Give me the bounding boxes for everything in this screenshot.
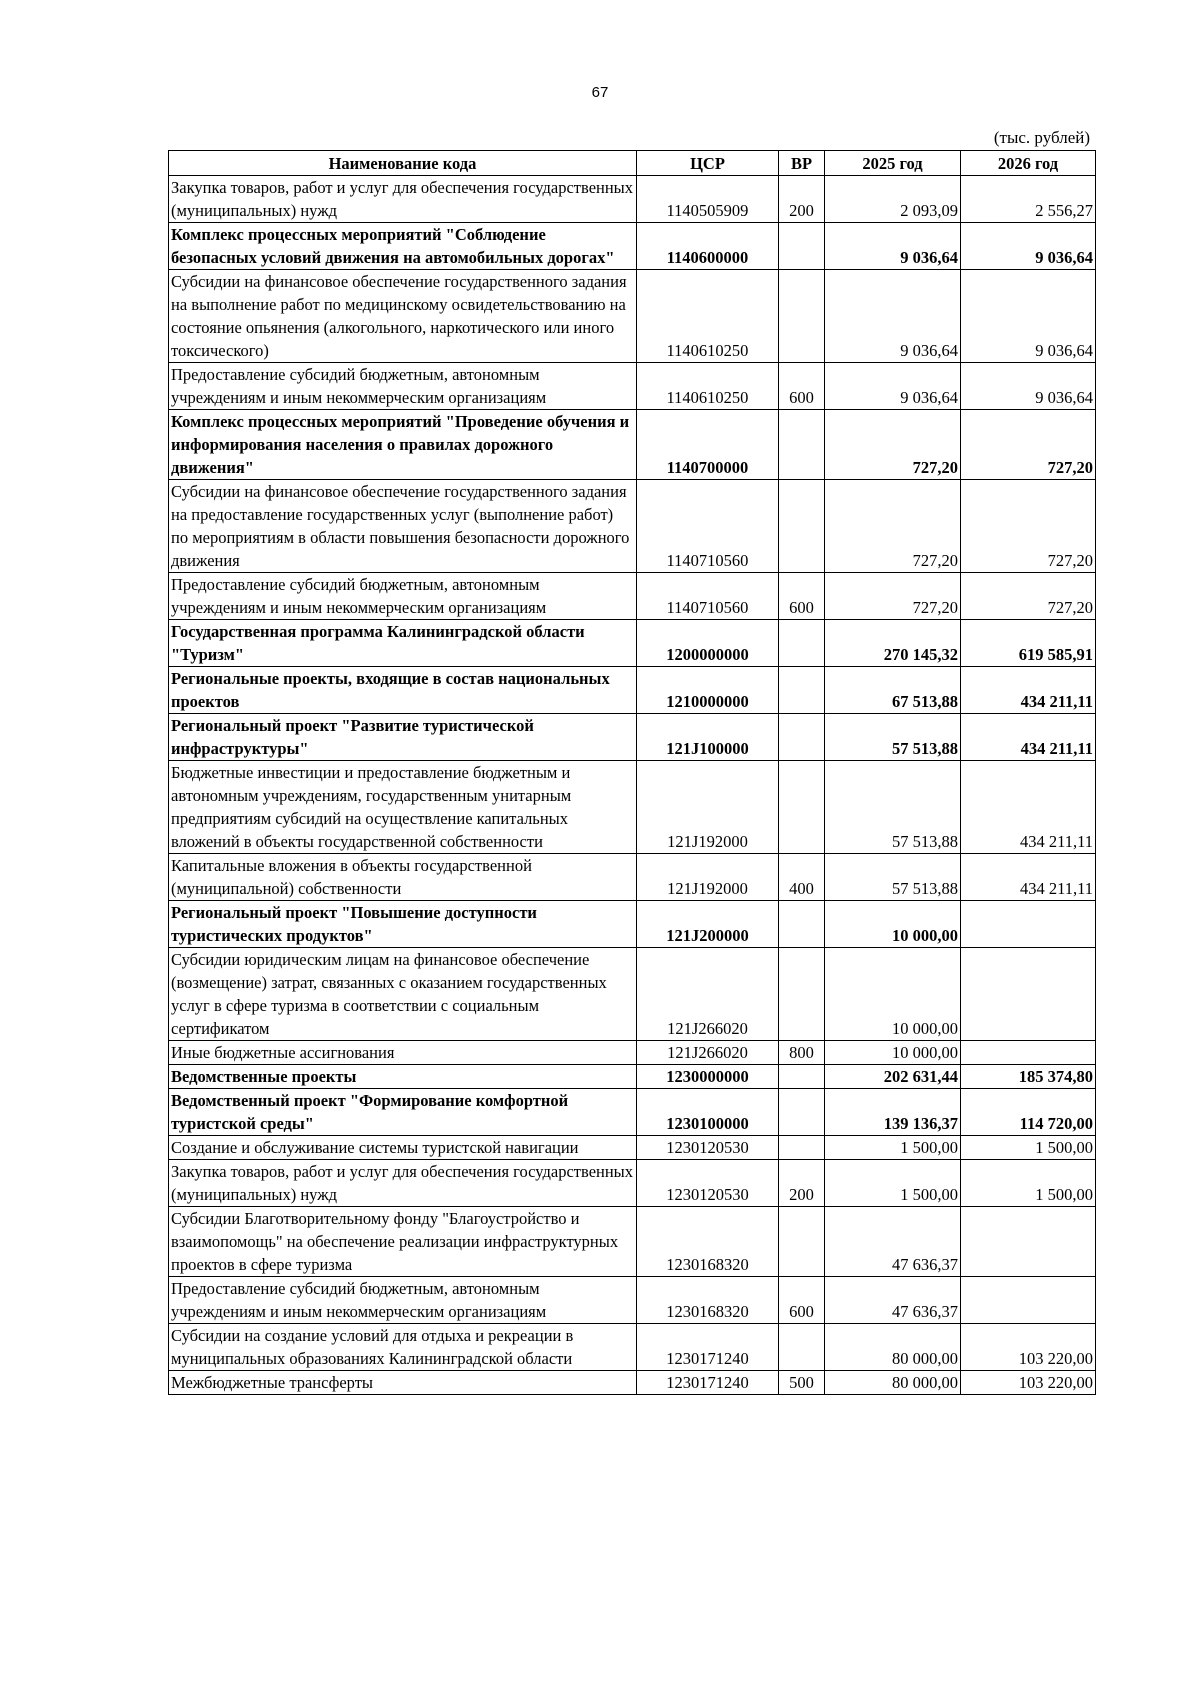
row-csr: 1230100000 [637, 1089, 779, 1136]
row-csr: 1230120530 [637, 1136, 779, 1160]
row-csr: 1230171240 [637, 1371, 779, 1395]
table-row [169, 573, 1096, 620]
row-2026: 9 036,64 [961, 270, 1096, 363]
row-name: Бюджетные инвестиции и предоставление бюджетным и автономным учреждениям, государственным унитарным предприятиям субсидий на осуществление капитальных вложений в объекты государственной собственности [169, 761, 637, 854]
row-2025: 57 513,88 [825, 761, 961, 854]
row-csr: 1230120530 [637, 1160, 779, 1207]
row-2026: 434 211,11 [961, 761, 1096, 854]
row-2026: 9 036,64 [961, 223, 1096, 270]
table-row [169, 1324, 1096, 1371]
row-2026 [961, 948, 1096, 1041]
row-csr: 1230000000 [637, 1065, 779, 1089]
row-vr [779, 948, 825, 1041]
row-csr: 121J266020 [637, 1041, 779, 1065]
row-2025: 727,20 [825, 410, 961, 480]
row-name: Межбюджетные трансферты [169, 1371, 637, 1395]
row-2026: 103 220,00 [961, 1371, 1096, 1395]
table-row [169, 480, 1096, 573]
row-2025: 727,20 [825, 573, 961, 620]
row-2025: 270 145,32 [825, 620, 961, 667]
row-name: Создание и обслуживание системы туристской навигации [169, 1136, 637, 1160]
unit-note: (тыс. рублей) [993, 128, 1090, 147]
row-2026 [961, 1207, 1096, 1277]
row-name: Ведомственный проект "Формирование комфортной туристской среды" [169, 1089, 637, 1136]
row-name: Закупка товаров, работ и услуг для обеспечения государственных (муниципальных) нужд [169, 176, 637, 223]
row-2025: 9 036,64 [825, 363, 961, 410]
row-csr: 1230171240 [637, 1324, 779, 1371]
row-csr: 1210000000 [637, 667, 779, 714]
table-header-row [169, 151, 1096, 176]
row-vr: 600 [779, 1277, 825, 1324]
row-vr [779, 620, 825, 667]
row-2025: 727,20 [825, 480, 961, 573]
row-2026: 103 220,00 [961, 1324, 1096, 1371]
row-name: Комплекс процессных мероприятий "Соблюдение безопасных условий движения на автомобильных дорогах" [169, 223, 637, 270]
table-row [169, 1371, 1096, 1395]
table-body [169, 176, 1096, 1395]
row-name: Субсидии Благотворительному фонду "Благоустройство и взаимопомощь" на обеспечение реализации инфраструктурных проектов в сфере туризма [169, 1207, 637, 1277]
row-2026: 434 211,11 [961, 714, 1096, 761]
row-2025: 80 000,00 [825, 1324, 961, 1371]
row-2026 [961, 1277, 1096, 1324]
row-2026: 114 720,00 [961, 1089, 1096, 1136]
row-csr: 1200000000 [637, 620, 779, 667]
table-row [169, 176, 1096, 223]
row-csr: 121J266020 [637, 948, 779, 1041]
row-2026: 727,20 [961, 573, 1096, 620]
table-row [169, 363, 1096, 410]
row-2026 [961, 901, 1096, 948]
budget-table [168, 150, 1096, 1395]
row-vr [779, 410, 825, 480]
row-csr: 121J192000 [637, 761, 779, 854]
row-2026: 1 500,00 [961, 1136, 1096, 1160]
row-name: Региональные проекты, входящие в состав национальных проектов [169, 667, 637, 714]
row-vr [779, 901, 825, 948]
row-2025: 57 513,88 [825, 714, 961, 761]
row-2025: 47 636,37 [825, 1277, 961, 1324]
page-number: 67 [591, 84, 609, 101]
header-csr: ЦСР [637, 151, 779, 176]
row-vr [779, 714, 825, 761]
row-name: Региональный проект "Повышение доступности туристических продуктов" [169, 901, 637, 948]
row-2026: 619 585,91 [961, 620, 1096, 667]
table-row [169, 1136, 1096, 1160]
row-2025: 9 036,64 [825, 270, 961, 363]
table-row [169, 1041, 1096, 1065]
table-row [169, 901, 1096, 948]
table-row [169, 410, 1096, 480]
row-vr [779, 223, 825, 270]
row-vr: 200 [779, 176, 825, 223]
row-vr [779, 667, 825, 714]
row-vr: 200 [779, 1160, 825, 1207]
row-2026: 2 556,27 [961, 176, 1096, 223]
row-name: Субсидии на финансовое обеспечение государственного задания на выполнение работ по медицинскому освидетельствованию на состояние опьянения (алкогольного, наркотического или иного токсического) [169, 270, 637, 363]
table-row [169, 761, 1096, 854]
row-2025: 47 636,37 [825, 1207, 961, 1277]
row-csr: 121J192000 [637, 854, 779, 901]
row-vr [779, 480, 825, 573]
row-name: Ведомственные проекты [169, 1065, 637, 1089]
row-name: Региональный проект "Развитие туристической инфраструктуры" [169, 714, 637, 761]
header-2025: 2025 год [825, 151, 961, 176]
table-row [169, 1089, 1096, 1136]
header-2026: 2026 год [961, 151, 1096, 176]
row-vr: 600 [779, 573, 825, 620]
row-2026: 9 036,64 [961, 363, 1096, 410]
row-2026 [961, 1041, 1096, 1065]
row-name: Предоставление субсидий бюджетным, автономным учреждениям и иным некоммерческим организациям [169, 363, 637, 410]
row-vr [779, 1324, 825, 1371]
row-2026: 727,20 [961, 410, 1096, 480]
header-name: Наименование кода [169, 151, 637, 176]
row-2025: 10 000,00 [825, 901, 961, 948]
row-name: Предоставление субсидий бюджетным, автономным учреждениям и иным некоммерческим организациям [169, 573, 637, 620]
table-row [169, 1277, 1096, 1324]
table-row [169, 270, 1096, 363]
row-2025: 202 631,44 [825, 1065, 961, 1089]
table-row [169, 714, 1096, 761]
row-csr: 1230168320 [637, 1277, 779, 1324]
row-vr: 400 [779, 854, 825, 901]
row-2025: 67 513,88 [825, 667, 961, 714]
row-csr: 1140710560 [637, 573, 779, 620]
row-name: Капитальные вложения в объекты государственной (муниципальной) собственности [169, 854, 637, 901]
row-csr: 1230168320 [637, 1207, 779, 1277]
row-vr [779, 1065, 825, 1089]
table-row [169, 223, 1096, 270]
row-csr: 1140600000 [637, 223, 779, 270]
table-row [169, 854, 1096, 901]
row-vr: 500 [779, 1371, 825, 1395]
row-2025: 1 500,00 [825, 1136, 961, 1160]
row-vr [779, 270, 825, 363]
row-name: Предоставление субсидий бюджетным, автономным учреждениям и иным некоммерческим организациям [169, 1277, 637, 1324]
row-2026: 727,20 [961, 480, 1096, 573]
row-name: Субсидии юридическим лицам на финансовое обеспечение (возмещение) затрат, связанных с оказанием государственных услуг в сфере туризма в соответствии с социальным сертификатом [169, 948, 637, 1041]
table-row [169, 667, 1096, 714]
row-vr: 800 [779, 1041, 825, 1065]
row-name: Субсидии на создание условий для отдыха и рекреации в муниципальных образованиях Калининградской области [169, 1324, 637, 1371]
row-2025: 2 093,09 [825, 176, 961, 223]
row-name: Субсидии на финансовое обеспечение государственного задания на предоставление государственных услуг (выполнение работ) по мероприятиям в области повышения безопасности дорожного движения [169, 480, 637, 573]
row-name: Комплекс процессных мероприятий "Проведение обучения и информирования населения о правилах дорожного движения" [169, 410, 637, 480]
table-row [169, 948, 1096, 1041]
table-row [169, 620, 1096, 667]
row-2025: 1 500,00 [825, 1160, 961, 1207]
row-name: Государственная программа Калининградской области "Туризм" [169, 620, 637, 667]
row-csr: 121J200000 [637, 901, 779, 948]
row-2026: 185 374,80 [961, 1065, 1096, 1089]
row-2025: 139 136,37 [825, 1089, 961, 1136]
row-vr [779, 1089, 825, 1136]
row-2026: 434 211,11 [961, 667, 1096, 714]
row-csr: 1140610250 [637, 363, 779, 410]
row-2025: 10 000,00 [825, 1041, 961, 1065]
table-row [169, 1207, 1096, 1277]
row-vr [779, 761, 825, 854]
row-name: Иные бюджетные ассигнования [169, 1041, 637, 1065]
row-2025: 10 000,00 [825, 948, 961, 1041]
row-2026: 1 500,00 [961, 1160, 1096, 1207]
row-2026: 434 211,11 [961, 854, 1096, 901]
row-csr: 1140700000 [637, 410, 779, 480]
row-vr: 600 [779, 363, 825, 410]
row-name: Закупка товаров, работ и услуг для обеспечения государственных (муниципальных) нужд [169, 1160, 637, 1207]
table-row [169, 1160, 1096, 1207]
row-csr: 1140610250 [637, 270, 779, 363]
row-2025: 80 000,00 [825, 1371, 961, 1395]
row-2025: 9 036,64 [825, 223, 961, 270]
row-2025: 57 513,88 [825, 854, 961, 901]
row-vr [779, 1136, 825, 1160]
row-csr: 1140710560 [637, 480, 779, 573]
row-vr [779, 1207, 825, 1277]
row-csr: 121J100000 [637, 714, 779, 761]
table-row [169, 1065, 1096, 1089]
header-vr: ВР [779, 151, 825, 176]
row-csr: 1140505909 [637, 176, 779, 223]
